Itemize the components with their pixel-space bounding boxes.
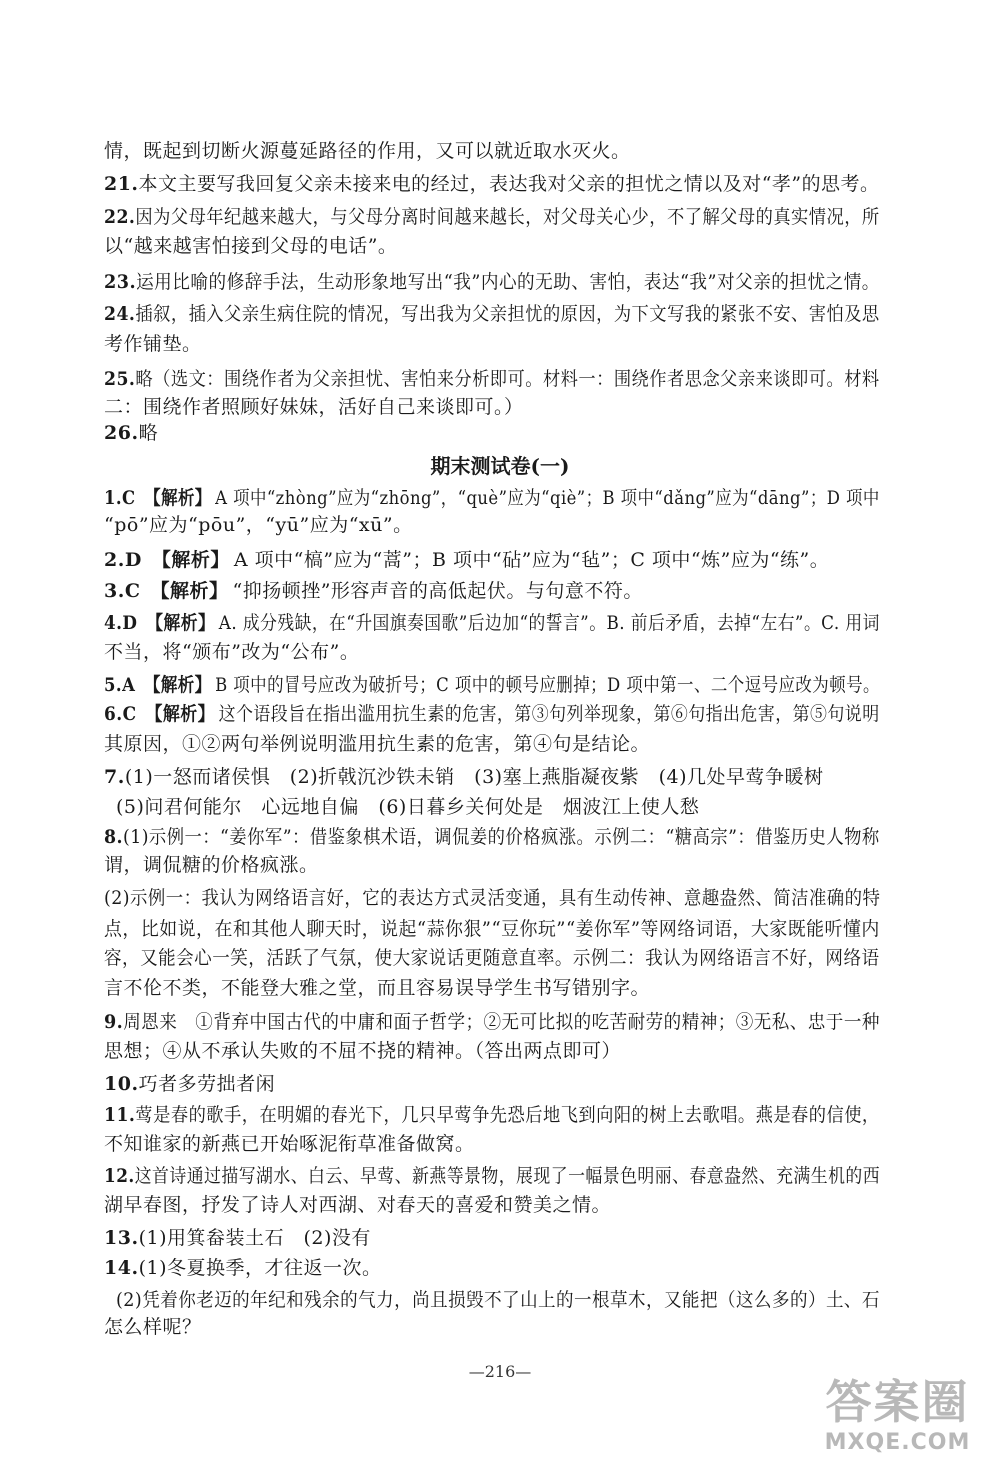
answer-line — [104, 204, 880, 230]
item-number: 12. — [104, 1165, 135, 1187]
answer-line — [104, 1192, 611, 1218]
answer-line — [104, 1131, 475, 1157]
item-number: 4. — [104, 612, 123, 634]
answer-text: 不当，将“颁布”改为“公布”。 — [104, 641, 360, 663]
answer-text: 考作铺垫。 — [104, 333, 202, 355]
item-number: 1. — [104, 487, 123, 509]
answer-line — [104, 672, 880, 698]
answer-line — [104, 331, 202, 357]
item-option: D — [124, 549, 142, 571]
answer-line — [104, 547, 829, 573]
analysis-tag: 【解析】 — [151, 549, 230, 571]
analysis-tag: 【解析】 — [145, 703, 216, 725]
item-option: C — [122, 487, 136, 509]
answer-line — [104, 233, 397, 259]
answer-line — [104, 824, 880, 850]
answer-text: 湖早春图，抒发了诗人对西湖、对春天的喜爱和赞美之情。 — [104, 1194, 612, 1216]
answer-line — [104, 764, 824, 790]
answer-line — [104, 639, 359, 665]
item-number: 23. — [104, 271, 137, 293]
answer-line — [104, 269, 880, 295]
answer-line — [104, 1314, 202, 1340]
item-number: 21. — [104, 173, 139, 195]
item-number: 9. — [104, 1011, 124, 1033]
answer-text: 其原因，①②两句举例说明滥用抗生素的危害，第④句是结论。 — [104, 733, 651, 755]
answer-text: 怎么样呢？ — [104, 1316, 202, 1338]
answer-text: (1)冬夏换季，才往返一次。 — [138, 1257, 382, 1279]
answer-line — [104, 420, 158, 446]
answer-text: 容，又能会心一笑，活跃了气氛，使大家说话更随意直率。示例二：我认为网络语言不好，网络语 — [104, 947, 880, 969]
analysis-tag: 【解析】 — [146, 612, 216, 634]
answer-line — [104, 138, 631, 164]
item-option: A — [122, 674, 136, 696]
answer-line — [104, 701, 880, 727]
answer-text: 不知谁家的新燕已开始啄泥衔草准备做窝。 — [104, 1133, 475, 1155]
answer-text: (2)示例一：我认为网络语言好，它的表达方式灵活变通，具有生动传神、意趣盎然、简洁准确的特 — [104, 887, 881, 909]
watermark-url: MXQE.COM — [824, 1430, 971, 1455]
answer-line — [104, 885, 880, 911]
answer-line — [104, 1102, 880, 1128]
answer-line — [116, 1287, 880, 1313]
item-option: C — [124, 580, 141, 602]
watermark-text: 答案圈 — [825, 1375, 970, 1429]
answer-text: 情，既起到切断火源蔓延路径的作用，又可以就近取水灭火。 — [104, 140, 631, 162]
answer-text: 周恩来 ①背弃中国古代的中庸和面子哲学；②无可比拟的吃苦耐劳的精神；③无私、忠于一种 — [123, 1011, 880, 1033]
answer-text: 插叙，插入父亲生病住院的情况，写出我为父亲担忧的原因，为下文写我的紧张不安、害怕及思 — [135, 303, 880, 325]
answer-line — [104, 171, 879, 197]
answer-line — [104, 512, 413, 538]
answer-text: (1)一怒而诸侯惧 (2)折戟沉沙铁未销 (3)塞上燕脂凝夜紫 (4)几处早莺争暖树 — [124, 766, 824, 788]
page-number: —216— — [468, 1362, 532, 1381]
answer-line — [104, 916, 880, 942]
item-number: 3. — [104, 580, 125, 602]
item-number: 26. — [104, 422, 139, 444]
item-number: 7. — [104, 766, 125, 788]
analysis-tag: 【解析】 — [144, 487, 212, 509]
answer-line — [104, 1225, 371, 1251]
answer-text: 言不伦不类，不能登大雅之堂，而且容易误导学生书写错别字。 — [104, 977, 651, 999]
answer-line — [104, 578, 643, 604]
item-number: 25. — [104, 368, 136, 390]
watermark-logo — [805, 1376, 990, 1456]
item-number: 10. — [104, 1073, 139, 1095]
answer-text: 本文主要写我回复父亲未接来电的经过，表达我对父亲的担忧之情以及对“孝”的思考。 — [138, 173, 880, 195]
answer-line — [104, 1163, 880, 1189]
answer-text: (1)示例一：“姜你军”：借鉴象棋术语，调侃姜的价格疯涨。示例二：“糖高宗”：借鉴历史人物称 — [123, 826, 880, 848]
answer-text: “抑扬顿挫”形容声音的高低起伏。与句意不符。 — [232, 580, 643, 602]
answer-text: 巧者多劳拙者闲 — [138, 1073, 276, 1095]
answer-line — [104, 610, 880, 636]
answer-text: 谓，调侃糖的价格疯涨。 — [104, 854, 319, 876]
answer-text: 运用比喻的修辞手法，生动形象地写出“我”内心的无助、害怕，表达“我”对父亲的担忧之情。 — [136, 271, 880, 293]
item-number: 6. — [104, 703, 123, 725]
answer-text: (2)凭着你老迈的年纪和残余的气力，尚且损毁不了山上的一根草木，又能把（这么多的）土、石 — [116, 1289, 880, 1311]
answer-line — [104, 1071, 275, 1097]
answer-text: 因为父母年纪越来越大，与父母分离时间越来越长，对父母关心少，不了解父母的真实情况，所 — [135, 206, 880, 228]
answer-text: B 项中的冒号应改为破折号；C 项中的顿号应删掉；D 项中第一、二个逗号应改为顿号。 — [215, 674, 880, 696]
answer-line — [104, 731, 650, 757]
answer-text: (1)用箕畚装土石 (2)没有 — [138, 1227, 371, 1249]
answer-line — [104, 945, 880, 971]
answer-text: 点，比如说，在和其他人聊天时，说起“蒜你狠”“豆你玩”“姜你军”等网络词语，大家既能听懂内 — [104, 918, 880, 940]
answer-text: A 项中“zhòng”应为“zhōng”，“què”应为“qiè”；B 项中“dǎng”应为“dāng”；D 项中 — [215, 487, 880, 509]
item-number: 5. — [104, 674, 123, 696]
answer-line — [104, 852, 319, 878]
answer-line — [104, 1009, 880, 1035]
answer-line — [104, 1255, 381, 1281]
item-number: 11. — [104, 1104, 136, 1126]
answer-line — [104, 975, 650, 1001]
answer-line — [104, 301, 880, 327]
item-number: 24. — [104, 303, 136, 325]
answer-text: 莺是春的歌手，在明媚的春光下，几只早莺争先恐后地飞到向阳的树上去歌唱。燕是春的信使， — [135, 1104, 880, 1126]
item-number: 22. — [104, 206, 136, 228]
answer-text: 这首诗通过描写湖水、白云、早莺、新燕等景物，展现了一幅景色明丽、春意盎然、充满生机的西 — [134, 1165, 881, 1187]
analysis-tag: 【解析】 — [150, 580, 229, 602]
item-option: C — [122, 703, 137, 725]
answer-text: 以“越来越害怕接到父母的电话”。 — [104, 235, 398, 257]
answer-line — [104, 366, 880, 392]
answer-text: 这个语段旨在指出滥用抗生素的危害，第③句列举现象，第⑥句指出危害，第⑤句说明 — [218, 703, 880, 725]
answer-line — [104, 485, 880, 511]
answer-text: 略 — [138, 422, 159, 444]
answer-text: (5)问君何能尔 心远地自偏 (6)日暮乡关何处是 烟波江上使人愁 — [116, 796, 700, 818]
item-number: 8. — [104, 826, 124, 848]
answer-text: A. 成分残缺，在“升国旗奏国歌”后边加“的誓言”。B. 前后矛盾，去掉“左右”。C. 用词 — [218, 612, 880, 634]
section-heading: 期末测试卷(一) — [430, 454, 570, 478]
answer-text: A 项中“槁”应为“蒿”；B 项中“砧”应为“毡”；C 项中“炼”应为“练”。 — [233, 549, 830, 571]
item-number: 2. — [104, 549, 125, 571]
item-number: 14. — [104, 1257, 139, 1279]
answer-text: “pō”应为“pōu”，“yū”应为“xū”。 — [104, 514, 413, 536]
answer-text: 略（选文：围绕作者为父亲担忧、害怕来分析即可。材料一：围绕作者思念父亲来谈即可。材料 — [135, 368, 880, 390]
answer-line — [116, 794, 699, 820]
answer-text: 二：围绕作者照顾好妹妹，活好自己来谈即可。） — [104, 396, 524, 418]
analysis-tag: 【解析】 — [143, 674, 212, 696]
item-number: 13. — [104, 1227, 139, 1249]
answer-line — [104, 394, 524, 420]
answer-text: 思想；④从不承认失败的不屈不挠的精神。（答出两点即可） — [104, 1040, 622, 1062]
item-option: D — [122, 612, 138, 634]
answer-line — [104, 1038, 621, 1064]
